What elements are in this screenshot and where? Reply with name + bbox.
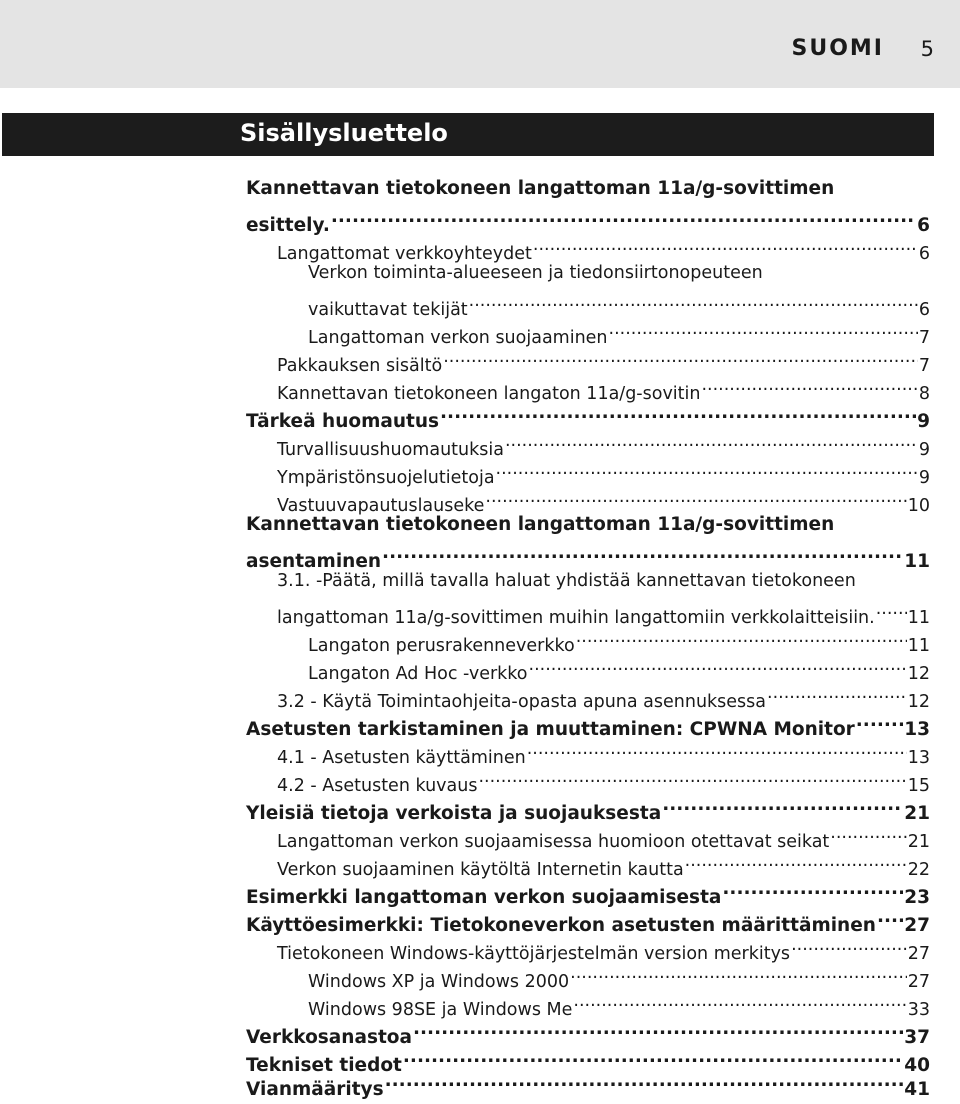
leader-dots (527, 735, 907, 763)
toc-entry-text: 4.2 - Asetusten kuvaus (277, 776, 478, 796)
toc-entry-text: esittely. (246, 215, 330, 236)
toc-entry-page: 13 (907, 748, 930, 768)
toc-entry-page: 8 (918, 384, 930, 404)
leader-dots (767, 679, 907, 707)
toc-entry-text: Kannettavan tietokoneen langattoman 11a/g-sovittimen (246, 178, 835, 199)
toc-entry[interactable] (277, 231, 930, 264)
toc-entry[interactable] (308, 315, 930, 348)
toc-entry[interactable] (277, 455, 930, 488)
toc-entry[interactable] (308, 959, 930, 992)
language-label: SUOMI (791, 36, 884, 61)
toc-entry-text: Windows 98SE ja Windows Me (308, 1000, 573, 1020)
leader-dots (469, 287, 918, 315)
toc-entry[interactable] (246, 539, 930, 572)
page-title: Sisällysluettelo (240, 119, 448, 147)
toc-entry[interactable] (277, 483, 930, 516)
toc-entry-text: vaikuttavat tekijät (308, 300, 468, 320)
toc-entry[interactable] (277, 567, 856, 595)
toc-entry-text: langattoman 11a/g-sovittimen muihin langattomiin verkkolaitteisiin. (277, 608, 875, 628)
toc-entry-page: 6 (918, 244, 930, 264)
toc-entry-text: Verkkosanastoa (246, 1027, 412, 1048)
toc-entry-page: 41 (904, 1079, 930, 1100)
toc-entry-text: Windows XP ja Windows 2000 (308, 972, 570, 992)
toc-entry[interactable] (246, 1015, 930, 1048)
toc-entry-page: 9 (918, 468, 930, 488)
toc-entry[interactable] (277, 371, 930, 404)
leader-dots (662, 791, 903, 819)
toc-entry[interactable] (246, 175, 834, 203)
toc-entry-text: Esimerkki langattoman verkon suojaamisesta (246, 887, 722, 908)
leader-dots (529, 651, 907, 679)
toc-entry-page: 27 (907, 972, 930, 992)
toc-entry-text: Tekniset tiedot (246, 1055, 402, 1076)
toc-entry-text: 3.2 - Käytä Toimintaohjeita-opasta apuna asennuksessa (277, 692, 767, 712)
leader-dots (877, 903, 903, 931)
leader-dots (331, 203, 916, 231)
page-header (0, 0, 960, 88)
toc-entry-page: 11 (907, 608, 930, 628)
toc-entry-page: 9 (917, 411, 930, 432)
title-bar (2, 113, 934, 156)
toc-entry[interactable] (277, 931, 930, 964)
toc-entry[interactable] (246, 875, 930, 908)
toc-entry-page: 15 (907, 776, 930, 796)
leader-dots (791, 931, 907, 959)
toc-entry-page: 22 (907, 860, 930, 880)
toc-entry-text: Langaton Ad Hoc -verkko (308, 664, 528, 684)
toc-entry[interactable] (246, 511, 834, 539)
toc-entry-text: Turvallisuushuomautuksia (277, 440, 504, 460)
toc-entry-page: 10 (907, 496, 930, 516)
toc-entry[interactable] (277, 735, 930, 768)
toc-entry-text: Käyttöesimerkki: Tietokoneverkon asetusten määrittäminen (246, 915, 876, 936)
leader-dots (385, 1067, 904, 1095)
leader-dots (570, 959, 907, 987)
toc-entry-page: 40 (904, 1055, 930, 1076)
toc-entry-page: 33 (907, 1000, 930, 1020)
toc-entry[interactable] (277, 847, 930, 880)
toc-entry-page: 9 (918, 440, 930, 460)
toc-entry[interactable] (246, 1067, 930, 1100)
leader-dots (856, 707, 903, 735)
toc-entry-text: Tietokoneen Windows-käyttöjärjestelmän version merkitys (277, 944, 791, 964)
toc-entry[interactable] (308, 651, 930, 684)
leader-dots (722, 875, 903, 903)
toc-entry-text: Verkon suojaaminen käytöltä Internetin kautta (277, 860, 684, 880)
toc-entry-page: 12 (907, 664, 930, 684)
toc-entry[interactable] (246, 399, 930, 432)
leader-dots (701, 371, 917, 399)
toc-entry[interactable] (277, 427, 930, 460)
leader-dots (440, 399, 916, 427)
toc-entry-page: 7 (918, 328, 930, 348)
toc-entry-text: Kannettavan tietokoneen langattoman 11a/g-sovittimen (246, 514, 835, 535)
toc-entry-text: Langattoman verkon suojaaminen (308, 328, 608, 348)
leader-dots (443, 343, 918, 371)
toc-entry-page: 11 (904, 551, 930, 572)
toc-entry-text: Ympäristönsuojelutietoja (277, 468, 495, 488)
toc-entry-text: 3.1. -Päätä, millä tavalla haluat yhdistää kannettavan tietokoneen (277, 571, 856, 591)
toc-entry-text: asentaminen (246, 551, 382, 572)
toc-entry[interactable] (277, 679, 930, 712)
toc-entry-page: 12 (907, 692, 930, 712)
page-number: 5 (920, 37, 934, 61)
toc-entry-text: Vianmääritys (246, 1079, 384, 1100)
toc-entry[interactable] (246, 203, 930, 236)
leader-dots (609, 315, 918, 343)
toc-entry[interactable] (308, 623, 930, 656)
toc-entry-text: Asetusten tarkistaminen ja muuttaminen: CPWNA Monitor (246, 719, 855, 740)
leader-dots (382, 539, 903, 567)
toc-entry-page: 21 (904, 803, 930, 824)
toc-entry-text: Pakkauksen sisältö (277, 356, 443, 376)
toc-entry[interactable] (308, 259, 763, 287)
toc-entry[interactable] (308, 987, 930, 1020)
toc-entry-text: Langattoman verkon suojaamisessa huomioon otettavat seikat (277, 832, 830, 852)
toc-entry-page: 7 (918, 356, 930, 376)
toc-entry-text: Langattomat verkkoyhteydet (277, 244, 532, 264)
toc-entry-page: 6 (918, 300, 930, 320)
toc-entry-page: 27 (904, 915, 930, 936)
leader-dots (505, 427, 918, 455)
toc-entry-text: Vastuuvapautuslauseke (277, 496, 485, 516)
toc-entry-page: 11 (907, 636, 930, 656)
leader-dots (685, 847, 907, 875)
toc-entry[interactable] (246, 791, 930, 824)
leader-dots (496, 455, 918, 483)
toc-entry[interactable] (308, 287, 930, 320)
leader-dots (485, 483, 906, 511)
toc-entry[interactable] (277, 819, 930, 852)
toc-entry[interactable] (246, 903, 930, 936)
toc-entry-page: 37 (904, 1027, 930, 1048)
leader-dots (413, 1015, 903, 1043)
leader-dots (533, 231, 918, 259)
toc-entry[interactable] (277, 763, 930, 796)
toc-entry[interactable] (277, 595, 930, 628)
toc-entry-text: Tärkeä huomautus (246, 411, 440, 432)
toc-entry-page: 6 (917, 215, 930, 236)
toc-entry-page: 13 (904, 719, 930, 740)
toc-entry[interactable] (277, 343, 930, 376)
toc-entry[interactable] (246, 707, 930, 740)
toc-entry-text: Yleisiä tietoja verkoista ja suojauksesta (246, 803, 662, 824)
toc-entry-text: Langaton perusrakenneverkko (308, 636, 575, 656)
leader-dots (830, 819, 906, 847)
toc-entry-text: Verkon toiminta-alueeseen ja tiedonsiirtonopeuteen (308, 263, 763, 283)
leader-dots (876, 595, 907, 623)
leader-dots (573, 987, 906, 1015)
toc-entry-text: 4.1 - Asetusten käyttäminen (277, 748, 526, 768)
toc-entry-page: 27 (907, 944, 930, 964)
toc-entry-text: Kannettavan tietokoneen langaton 11a/g-sovitin (277, 384, 701, 404)
toc-entry-page: 21 (907, 832, 930, 852)
toc-entry-page: 23 (904, 887, 930, 908)
leader-dots (478, 763, 906, 791)
leader-dots (576, 623, 907, 651)
